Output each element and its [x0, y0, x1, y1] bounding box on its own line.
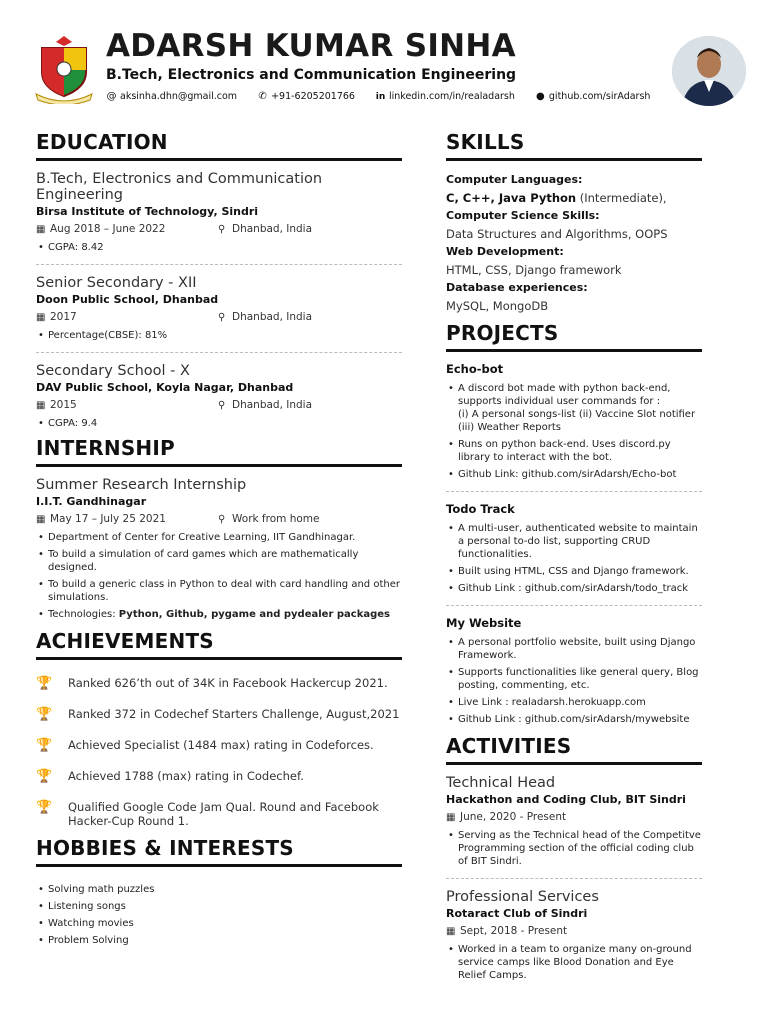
- location-icon: ⚲: [218, 399, 226, 411]
- linkedin-icon: in: [375, 91, 386, 102]
- internship-bullet: • To build a simulation of card games which are mathematically designed.: [36, 548, 402, 574]
- internship-role: Summer Research Internship: [36, 477, 247, 493]
- contact-email-text: aksinha.dhn@gmail.com: [120, 91, 238, 102]
- education-entry: [36, 275, 402, 342]
- skill-value-bold: C, C++, Java Python: [446, 191, 577, 205]
- calendar-icon: ▦: [36, 311, 46, 323]
- contact-email[interactable]: [106, 91, 237, 102]
- education-heading: EDUCATION: [36, 130, 402, 161]
- activity-date: June, 2020 - Present: [460, 811, 567, 823]
- github-icon: ●: [536, 91, 545, 102]
- hobby-item: • Problem Solving: [36, 934, 402, 947]
- education-date: Aug 2018 – June 2022: [50, 223, 166, 235]
- internship-date: May 17 – July 25 2021: [50, 513, 166, 525]
- hobby-item: • Watching movies: [36, 917, 402, 930]
- divider: [446, 878, 702, 879]
- trophy-icon: 🏆: [36, 738, 53, 753]
- trophy-icon: 🏆: [36, 800, 53, 815]
- education-detail: • CGPA: 8.42: [36, 241, 402, 254]
- left-column: [36, 130, 402, 951]
- skills-heading: SKILLS: [446, 130, 702, 161]
- education-date: 2017: [50, 311, 77, 323]
- project-entry: [446, 616, 702, 726]
- calendar-icon: ▦: [446, 925, 456, 937]
- activity-role: Professional Services: [446, 889, 599, 905]
- contact-github-text: github.com/sirAdarsh: [548, 91, 651, 102]
- calendar-icon: ▦: [36, 399, 46, 411]
- education-entry: [36, 171, 402, 254]
- achievement-text: Ranked 626’th out of 34K in Facebook Hackercup 2021.: [68, 676, 388, 690]
- right-column: [446, 130, 702, 986]
- contact-phone[interactable]: [257, 91, 355, 102]
- activity-date: Sept, 2018 - Present: [460, 925, 568, 937]
- divider: [36, 264, 402, 265]
- contact-phone-text: +91-6205201766: [271, 91, 355, 102]
- internship-org: I.I.T. Gandhinagar: [36, 495, 147, 508]
- calendar-icon: ▦: [36, 513, 46, 525]
- internship-entry: [36, 477, 402, 621]
- achievement-text: Achieved 1788 (max) rating in Codechef.: [68, 769, 304, 783]
- education-location: Dhanbad, India: [232, 399, 313, 411]
- project-bullet: • Built using HTML, CSS and Django framework.: [446, 565, 702, 578]
- location-icon: ⚲: [218, 311, 226, 323]
- profile-photo: [672, 36, 746, 106]
- education-school: Doon Public School, Dhanbad: [36, 293, 219, 306]
- education-detail: • Percentage(CBSE): 81%: [36, 329, 402, 342]
- skill-label: Database experiences:: [446, 281, 588, 294]
- skills-block: [446, 171, 702, 315]
- project-bullet: • Runs on python back-end. Uses discord.py library to interact with the bot.: [446, 438, 702, 464]
- project-link[interactable]: • Github Link: github.com/sirAdarsh/Echo-bot: [446, 468, 702, 481]
- achievement-text: Ranked 372 in Codechef Starters Challenge, August,2021: [68, 707, 400, 721]
- contact-linkedin-text: linkedin.com/in/realadarsh: [388, 91, 515, 102]
- education-school: Birsa Institute of Technology, Sindri: [36, 205, 259, 218]
- hobby-item: • Listening songs: [36, 900, 402, 913]
- education-detail: • CGPA: 9.4: [36, 417, 402, 430]
- projects-heading: PROJECTS: [446, 321, 702, 352]
- trophy-icon: 🏆: [36, 676, 53, 691]
- hobbies-heading: HOBBIES & INTERESTS: [36, 836, 402, 867]
- skill-value: [446, 189, 702, 207]
- project-link[interactable]: • Github Link : github.com/sirAdarsh/mywebsite: [446, 713, 702, 726]
- internship-technologies: [36, 608, 402, 621]
- achievement-text: Achieved Specialist (1484 max) rating in Codeforces.: [68, 738, 374, 752]
- education-degree: Secondary School - X: [36, 363, 190, 379]
- internship-bullet: • Department of Center for Creative Learning, IIT Gandhinagar.: [36, 531, 402, 544]
- activity-org: Hackathon and Coding Club, BIT Sindri: [446, 793, 686, 806]
- at-icon: @: [106, 91, 117, 102]
- candidate-tagline: B.Tech, Electronics and Communication Engineering: [106, 67, 517, 83]
- project-bullet: • A discord bot made with python back-end, supports individual user commands for : (i) A personal songs-list (ii) Vaccine Slot notifier (iii) Weather Reports: [446, 382, 702, 434]
- skill-value: Data Structures and Algorithms, OOPS: [446, 227, 668, 241]
- project-name: My Website: [446, 616, 522, 630]
- contact-linkedin[interactable]: [375, 91, 515, 102]
- activity-role: Technical Head: [446, 775, 556, 791]
- hobby-item: • Solving math puzzles: [36, 883, 402, 896]
- project-entry: [446, 502, 702, 595]
- hobbies-list: [36, 883, 402, 947]
- education-location: Dhanbad, India: [232, 223, 313, 235]
- achievement-text: Qualified Google Code Jam Qual. Round and Facebook Hacker-Cup Round 1.: [68, 800, 379, 828]
- education-date: 2015: [50, 399, 77, 411]
- skill-value: HTML, CSS, Django framework: [446, 263, 622, 277]
- trophy-icon: 🏆: [36, 707, 53, 722]
- project-link[interactable]: • Github Link : github.com/sirAdarsh/todo_track: [446, 582, 702, 595]
- contact-bar: [106, 91, 670, 102]
- tech-label: Technologies:: [48, 609, 119, 620]
- achievements-list: [36, 676, 402, 828]
- skill-value-rest: (Intermediate),: [576, 191, 667, 205]
- achievement-item: [36, 738, 402, 753]
- education-degree: B.Tech, Electronics and Communication Engineering: [36, 171, 323, 203]
- education-location: Dhanbad, India: [232, 311, 313, 323]
- internship-location: Work from home: [232, 513, 320, 525]
- calendar-icon: ▦: [446, 811, 456, 823]
- activity-entry: [446, 775, 702, 868]
- achievement-item: [36, 707, 402, 722]
- contact-github[interactable]: [535, 91, 651, 102]
- divider: [446, 491, 702, 492]
- phone-icon: ✆: [258, 91, 267, 102]
- activity-org: Rotaract Club of Sindri: [446, 907, 588, 920]
- activities-heading: ACTIVITIES: [446, 734, 702, 765]
- project-name: Echo-bot: [446, 362, 504, 376]
- project-entry: [446, 362, 702, 481]
- skill-value: MySQL, MongoDB: [446, 299, 549, 313]
- activity-entry: [446, 889, 702, 982]
- achievement-item: [36, 800, 402, 828]
- project-bullet: • Supports functionalities like general query, Blog posting, commenting, etc.: [446, 666, 702, 692]
- project-name: Todo Track: [446, 502, 515, 516]
- candidate-name: ADARSH KUMAR SINHA: [106, 28, 516, 64]
- activity-bullet: • Serving as the Technical head of the Competitve Programming section of the official coding club of BIT Sindri.: [446, 829, 702, 868]
- activity-bullet: • Worked in a team to organize many on-ground service camps like Blood Donation and Eye Relief Camps.: [446, 943, 702, 982]
- internship-heading: INTERNSHIP: [36, 436, 402, 467]
- project-link[interactable]: • Live Link : realadarsh.herokuapp.com: [446, 696, 702, 709]
- location-icon: ⚲: [218, 513, 226, 525]
- skill-label: Web Development:: [446, 245, 564, 258]
- achievement-item: [36, 676, 402, 691]
- calendar-icon: ▦: [36, 223, 46, 235]
- tech-value: Python, Github, pygame and pydealer packages: [118, 609, 390, 620]
- achievements-heading: ACHIEVEMENTS: [36, 629, 402, 660]
- skill-label: Computer Languages:: [446, 173, 583, 186]
- project-bullet: • A multi-user, authenticated website to maintain a personal to-do list, supporting CRUD functionalities.: [446, 522, 702, 561]
- trophy-icon: 🏆: [36, 769, 53, 784]
- skill-label: Computer Science Skills:: [446, 209, 600, 222]
- education-school: DAV Public School, Koyla Nagar, Dhanbad: [36, 381, 294, 394]
- location-icon: ⚲: [218, 223, 226, 235]
- divider: [36, 352, 402, 353]
- college-logo: [34, 36, 94, 104]
- education-entry: [36, 363, 402, 430]
- achievement-item: [36, 769, 402, 784]
- divider: [446, 605, 702, 606]
- internship-bullet: • To build a generic class in Python to deal with card handling and other simulations.: [36, 578, 402, 604]
- education-degree: Senior Secondary - XII: [36, 275, 197, 291]
- project-bullet: • A personal portfolio website, built using Django Framework.: [446, 636, 702, 662]
